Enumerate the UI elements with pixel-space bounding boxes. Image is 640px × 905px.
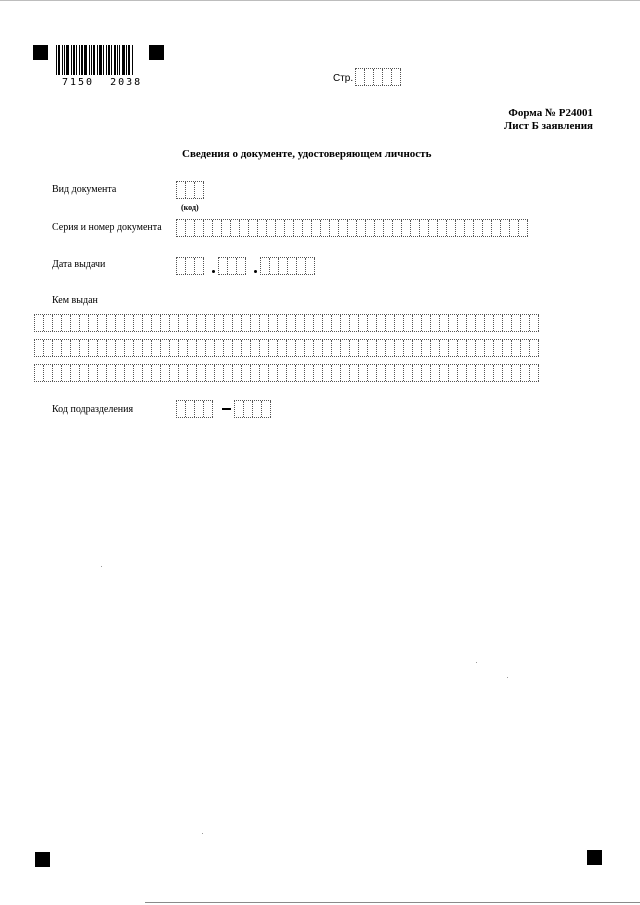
input-cell[interactable] [404,340,413,356]
barcode-bar [108,45,110,75]
input-cell[interactable] [71,315,80,331]
barcode-bar [66,45,69,75]
input-cell[interactable] [224,315,233,331]
input-cell[interactable] [35,340,44,356]
input-cell[interactable] [62,315,71,331]
input-cell[interactable] [465,220,474,236]
scan-speck [202,833,203,834]
input-cell[interactable] [303,220,312,236]
doc-type-hint: (код) [181,203,199,212]
scan-speck [101,566,102,567]
form-sheet: Лист Б заявления [504,120,593,132]
division-code-second-cells[interactable] [234,400,271,418]
input-cell[interactable] [467,315,476,331]
input-cell[interactable] [242,365,251,381]
input-cell[interactable] [179,315,188,331]
input-cell[interactable] [152,315,161,331]
input-cell[interactable] [474,220,483,236]
input-cell[interactable] [519,220,528,236]
input-cell[interactable] [377,315,386,331]
barcode-bar [73,45,75,75]
doc-type-label: Вид документа [52,184,117,195]
input-cell[interactable] [80,340,89,356]
input-cell[interactable] [332,365,341,381]
input-cell[interactable] [80,365,89,381]
input-cell[interactable] [476,365,485,381]
input-cell[interactable] [494,315,503,331]
input-cell[interactable] [350,315,359,331]
input-cell[interactable] [278,365,287,381]
input-cell[interactable] [287,315,296,331]
input-cell[interactable] [170,365,179,381]
input-cell[interactable] [341,365,350,381]
input-cell[interactable] [80,315,89,331]
input-cell[interactable] [359,340,368,356]
input-cell[interactable] [35,315,44,331]
issue-date-year-cells[interactable] [260,257,315,275]
input-cell[interactable] [330,220,339,236]
barcode-bar [106,45,107,75]
input-cell[interactable] [251,365,260,381]
input-cell[interactable] [233,365,242,381]
input-cell[interactable] [240,220,249,236]
barcode-bar [56,45,57,75]
input-cell[interactable] [341,340,350,356]
input-cell[interactable] [224,365,233,381]
input-cell[interactable] [449,365,458,381]
input-cell[interactable] [125,340,134,356]
input-cell[interactable] [116,340,125,356]
input-cell[interactable] [485,315,494,331]
input-cell[interactable] [393,220,402,236]
input-cell[interactable] [411,220,420,236]
input-cell[interactable] [395,365,404,381]
input-cell[interactable] [215,365,224,381]
input-cell[interactable] [305,315,314,331]
input-cell[interactable] [161,340,170,356]
barcode-bar [58,45,60,75]
input-cell[interactable] [152,340,161,356]
input-cell[interactable] [456,220,465,236]
input-cell[interactable] [447,220,456,236]
barcode-bar [64,45,65,75]
barcode-bar [89,45,90,75]
barcode-bar [62,45,63,75]
input-cell[interactable] [332,340,341,356]
input-cell[interactable] [62,340,71,356]
input-cell[interactable] [384,220,393,236]
input-cell[interactable] [312,220,321,236]
registration-marker-top-left [33,45,48,60]
input-cell[interactable] [366,220,375,236]
input-cell[interactable] [186,220,195,236]
input-cell[interactable] [467,365,476,381]
input-cell[interactable] [233,315,242,331]
barcode-bar [119,45,120,75]
input-cell[interactable] [530,340,539,356]
input-cell[interactable] [521,365,530,381]
input-cell[interactable] [420,220,429,236]
input-cell[interactable] [305,365,314,381]
input-cell[interactable] [44,315,53,331]
input-cell[interactable] [413,340,422,356]
input-cell[interactable] [197,340,206,356]
input-cell[interactable] [231,220,240,236]
input-cell[interactable] [512,365,521,381]
input-cell[interactable] [197,365,206,381]
input-cell[interactable] [269,315,278,331]
section-title: Сведения о документе, удостоверяющем личность [182,148,432,160]
input-cell[interactable] [332,315,341,331]
input-cell[interactable] [116,365,125,381]
input-cell[interactable] [287,340,296,356]
barcode-number: 7150 2038 [62,77,143,88]
input-cell[interactable] [233,340,242,356]
input-cell[interactable] [98,365,107,381]
input-cell[interactable] [53,365,62,381]
input-cell[interactable] [98,315,107,331]
series-number-cells[interactable] [176,219,528,237]
input-cell[interactable] [296,365,305,381]
issued-by-row-1-cells[interactable] [34,314,539,332]
barcode-bar [81,45,83,75]
input-cell[interactable] [143,365,152,381]
input-cell[interactable] [294,220,303,236]
input-cell[interactable] [314,365,323,381]
input-cell[interactable] [188,340,197,356]
input-cell[interactable] [71,340,80,356]
input-cell[interactable] [321,220,330,236]
input-cell[interactable] [314,340,323,356]
input-cell[interactable] [62,365,71,381]
series-number-label: Серия и номер документа [52,222,162,233]
input-cell[interactable] [350,365,359,381]
issue-date-month-cells[interactable] [218,257,246,275]
input-cell[interactable] [251,340,260,356]
input-cell[interactable] [170,340,179,356]
input-cell[interactable] [503,365,512,381]
barcode-bar [84,45,87,75]
input-cell[interactable] [485,340,494,356]
input-cell[interactable] [348,220,357,236]
input-cell[interactable] [438,220,447,236]
input-cell[interactable] [422,340,431,356]
input-cell[interactable] [260,340,269,356]
input-cell[interactable] [296,315,305,331]
issued-by-label: Кем выдан [52,295,98,306]
barcode-bar [132,45,133,75]
input-cell[interactable] [296,340,305,356]
input-cell[interactable] [431,340,440,356]
input-cell[interactable] [368,315,377,331]
scan-speck [476,662,477,663]
barcode-bar [117,45,118,75]
input-cell[interactable] [134,365,143,381]
input-cell[interactable] [440,315,449,331]
input-cell[interactable] [285,220,294,236]
input-cell[interactable] [177,220,186,236]
barcode-bar [111,45,112,75]
input-cell[interactable] [341,315,350,331]
registration-marker-top-right [149,45,164,60]
input-cell[interactable] [197,315,206,331]
barcode-bar [128,45,130,75]
input-cell[interactable] [305,340,314,356]
input-cell[interactable] [195,220,204,236]
input-cell[interactable] [152,365,161,381]
input-cell[interactable] [224,340,233,356]
input-cell[interactable] [107,315,116,331]
input-cell[interactable] [267,220,276,236]
doc-type-cells[interactable] [176,181,204,199]
input-cell[interactable] [125,365,134,381]
input-cell[interactable] [404,315,413,331]
input-cell[interactable] [440,365,449,381]
barcode-bar [114,45,116,75]
barcode-bar [97,45,98,75]
input-cell[interactable] [188,365,197,381]
input-cell[interactable] [422,315,431,331]
input-cell[interactable] [323,365,332,381]
input-cell[interactable] [134,340,143,356]
input-cell[interactable] [512,315,521,331]
input-cell[interactable] [260,365,269,381]
input-cell[interactable] [359,365,368,381]
input-cell[interactable] [206,365,215,381]
input-cell[interactable] [386,365,395,381]
input-cell[interactable] [530,365,539,381]
input-cell[interactable] [386,340,395,356]
input-cell[interactable] [215,315,224,331]
input-cell[interactable] [494,340,503,356]
barcode-bar [103,45,104,75]
input-cell[interactable] [107,340,116,356]
input-cell[interactable] [98,340,107,356]
date-separator-dot [254,270,257,273]
input-cell[interactable] [251,315,260,331]
page-label: Стр. [333,73,354,84]
input-cell[interactable] [377,365,386,381]
input-cell[interactable] [476,340,485,356]
input-cell[interactable] [143,315,152,331]
barcode-bar [71,45,72,75]
input-cell[interactable] [467,340,476,356]
page-top-edge [0,0,640,1]
input-cell[interactable] [35,365,44,381]
input-cell[interactable] [485,365,494,381]
input-cell[interactable] [179,365,188,381]
input-cell[interactable] [357,220,366,236]
input-cell[interactable] [368,365,377,381]
input-cell[interactable] [449,315,458,331]
input-cell[interactable] [215,340,224,356]
input-cell[interactable] [71,365,80,381]
issued-by-row-3-cells[interactable] [34,364,539,382]
input-cell[interactable] [249,220,258,236]
issue-date-label: Дата выдачи [52,259,106,270]
input-cell[interactable] [323,340,332,356]
page-bottom-edge [145,902,640,903]
barcode-bar [122,45,125,75]
input-cell[interactable] [404,365,413,381]
input-cell[interactable] [359,315,368,331]
input-cell[interactable] [458,315,467,331]
input-cell[interactable] [107,365,116,381]
input-cell[interactable] [278,315,287,331]
input-cell[interactable] [431,315,440,331]
registration-marker-bottom-left [35,852,50,867]
input-cell[interactable] [213,220,222,236]
input-cell[interactable] [395,315,404,331]
input-cell[interactable] [386,315,395,331]
input-cell[interactable] [449,340,458,356]
input-cell[interactable] [422,365,431,381]
barcode-bar [76,45,77,75]
input-cell[interactable] [170,315,179,331]
input-cell[interactable] [116,315,125,331]
input-cell[interactable] [260,315,269,331]
registration-marker-bottom-right [587,850,602,865]
input-cell[interactable] [269,340,278,356]
input-cell[interactable] [339,220,348,236]
input-cell[interactable] [458,340,467,356]
input-cell[interactable] [501,220,510,236]
input-cell[interactable] [483,220,492,236]
barcode-bar [126,45,127,75]
barcode-bar [93,45,95,75]
input-cell[interactable] [276,220,285,236]
input-cell[interactable] [323,315,332,331]
barcode-bar [99,45,102,75]
input-cell[interactable] [53,340,62,356]
input-cell[interactable] [494,365,503,381]
input-cell[interactable] [242,315,251,331]
input-cell[interactable] [503,340,512,356]
input-cell[interactable] [143,340,152,356]
input-cell[interactable] [89,340,98,356]
input-cell[interactable] [161,315,170,331]
division-code-dash [222,408,231,410]
input-cell[interactable] [503,315,512,331]
input-cell[interactable] [44,340,53,356]
input-cell[interactable] [179,340,188,356]
input-cell[interactable] [287,365,296,381]
barcode-bar [91,45,92,75]
input-cell[interactable] [204,220,213,236]
division-code-first-cells[interactable] [176,400,213,418]
input-cell[interactable] [368,340,377,356]
issued-by-row-2-cells[interactable] [34,339,539,357]
input-cell[interactable] [375,220,384,236]
input-cell[interactable] [89,365,98,381]
input-cell[interactable] [431,365,440,381]
input-cell[interactable] [530,315,539,331]
input-cell[interactable] [206,315,215,331]
date-separator-dot [212,270,215,273]
input-cell[interactable] [134,315,143,331]
input-cell[interactable] [492,220,501,236]
input-cell[interactable] [350,340,359,356]
input-cell[interactable] [413,315,422,331]
page-number-cells[interactable] [355,68,401,86]
input-cell[interactable] [53,315,62,331]
input-cell[interactable] [476,315,485,331]
input-cell[interactable] [402,220,411,236]
input-cell[interactable] [188,315,197,331]
input-cell[interactable] [206,340,215,356]
input-cell[interactable] [258,220,267,236]
input-cell[interactable] [440,340,449,356]
input-cell[interactable] [242,340,251,356]
input-cell[interactable] [521,340,530,356]
scan-speck [507,677,508,678]
form-number: Форма № Р24001 [508,107,593,119]
input-cell[interactable] [395,340,404,356]
input-cell[interactable] [278,340,287,356]
input-cell[interactable] [44,365,53,381]
input-cell[interactable] [269,365,278,381]
input-cell[interactable] [413,365,422,381]
input-cell[interactable] [89,315,98,331]
issue-date-day-cells[interactable] [176,257,204,275]
input-cell[interactable] [314,315,323,331]
input-cell[interactable] [458,365,467,381]
barcode [56,45,136,78]
input-cell[interactable] [161,365,170,381]
input-cell[interactable] [429,220,438,236]
input-cell[interactable] [222,220,231,236]
input-cell[interactable] [521,315,530,331]
input-cell[interactable] [510,220,519,236]
division-code-label: Код подразделения [52,404,134,415]
input-cell[interactable] [512,340,521,356]
barcode-bar [79,45,80,75]
input-cell[interactable] [125,315,134,331]
input-cell[interactable] [377,340,386,356]
